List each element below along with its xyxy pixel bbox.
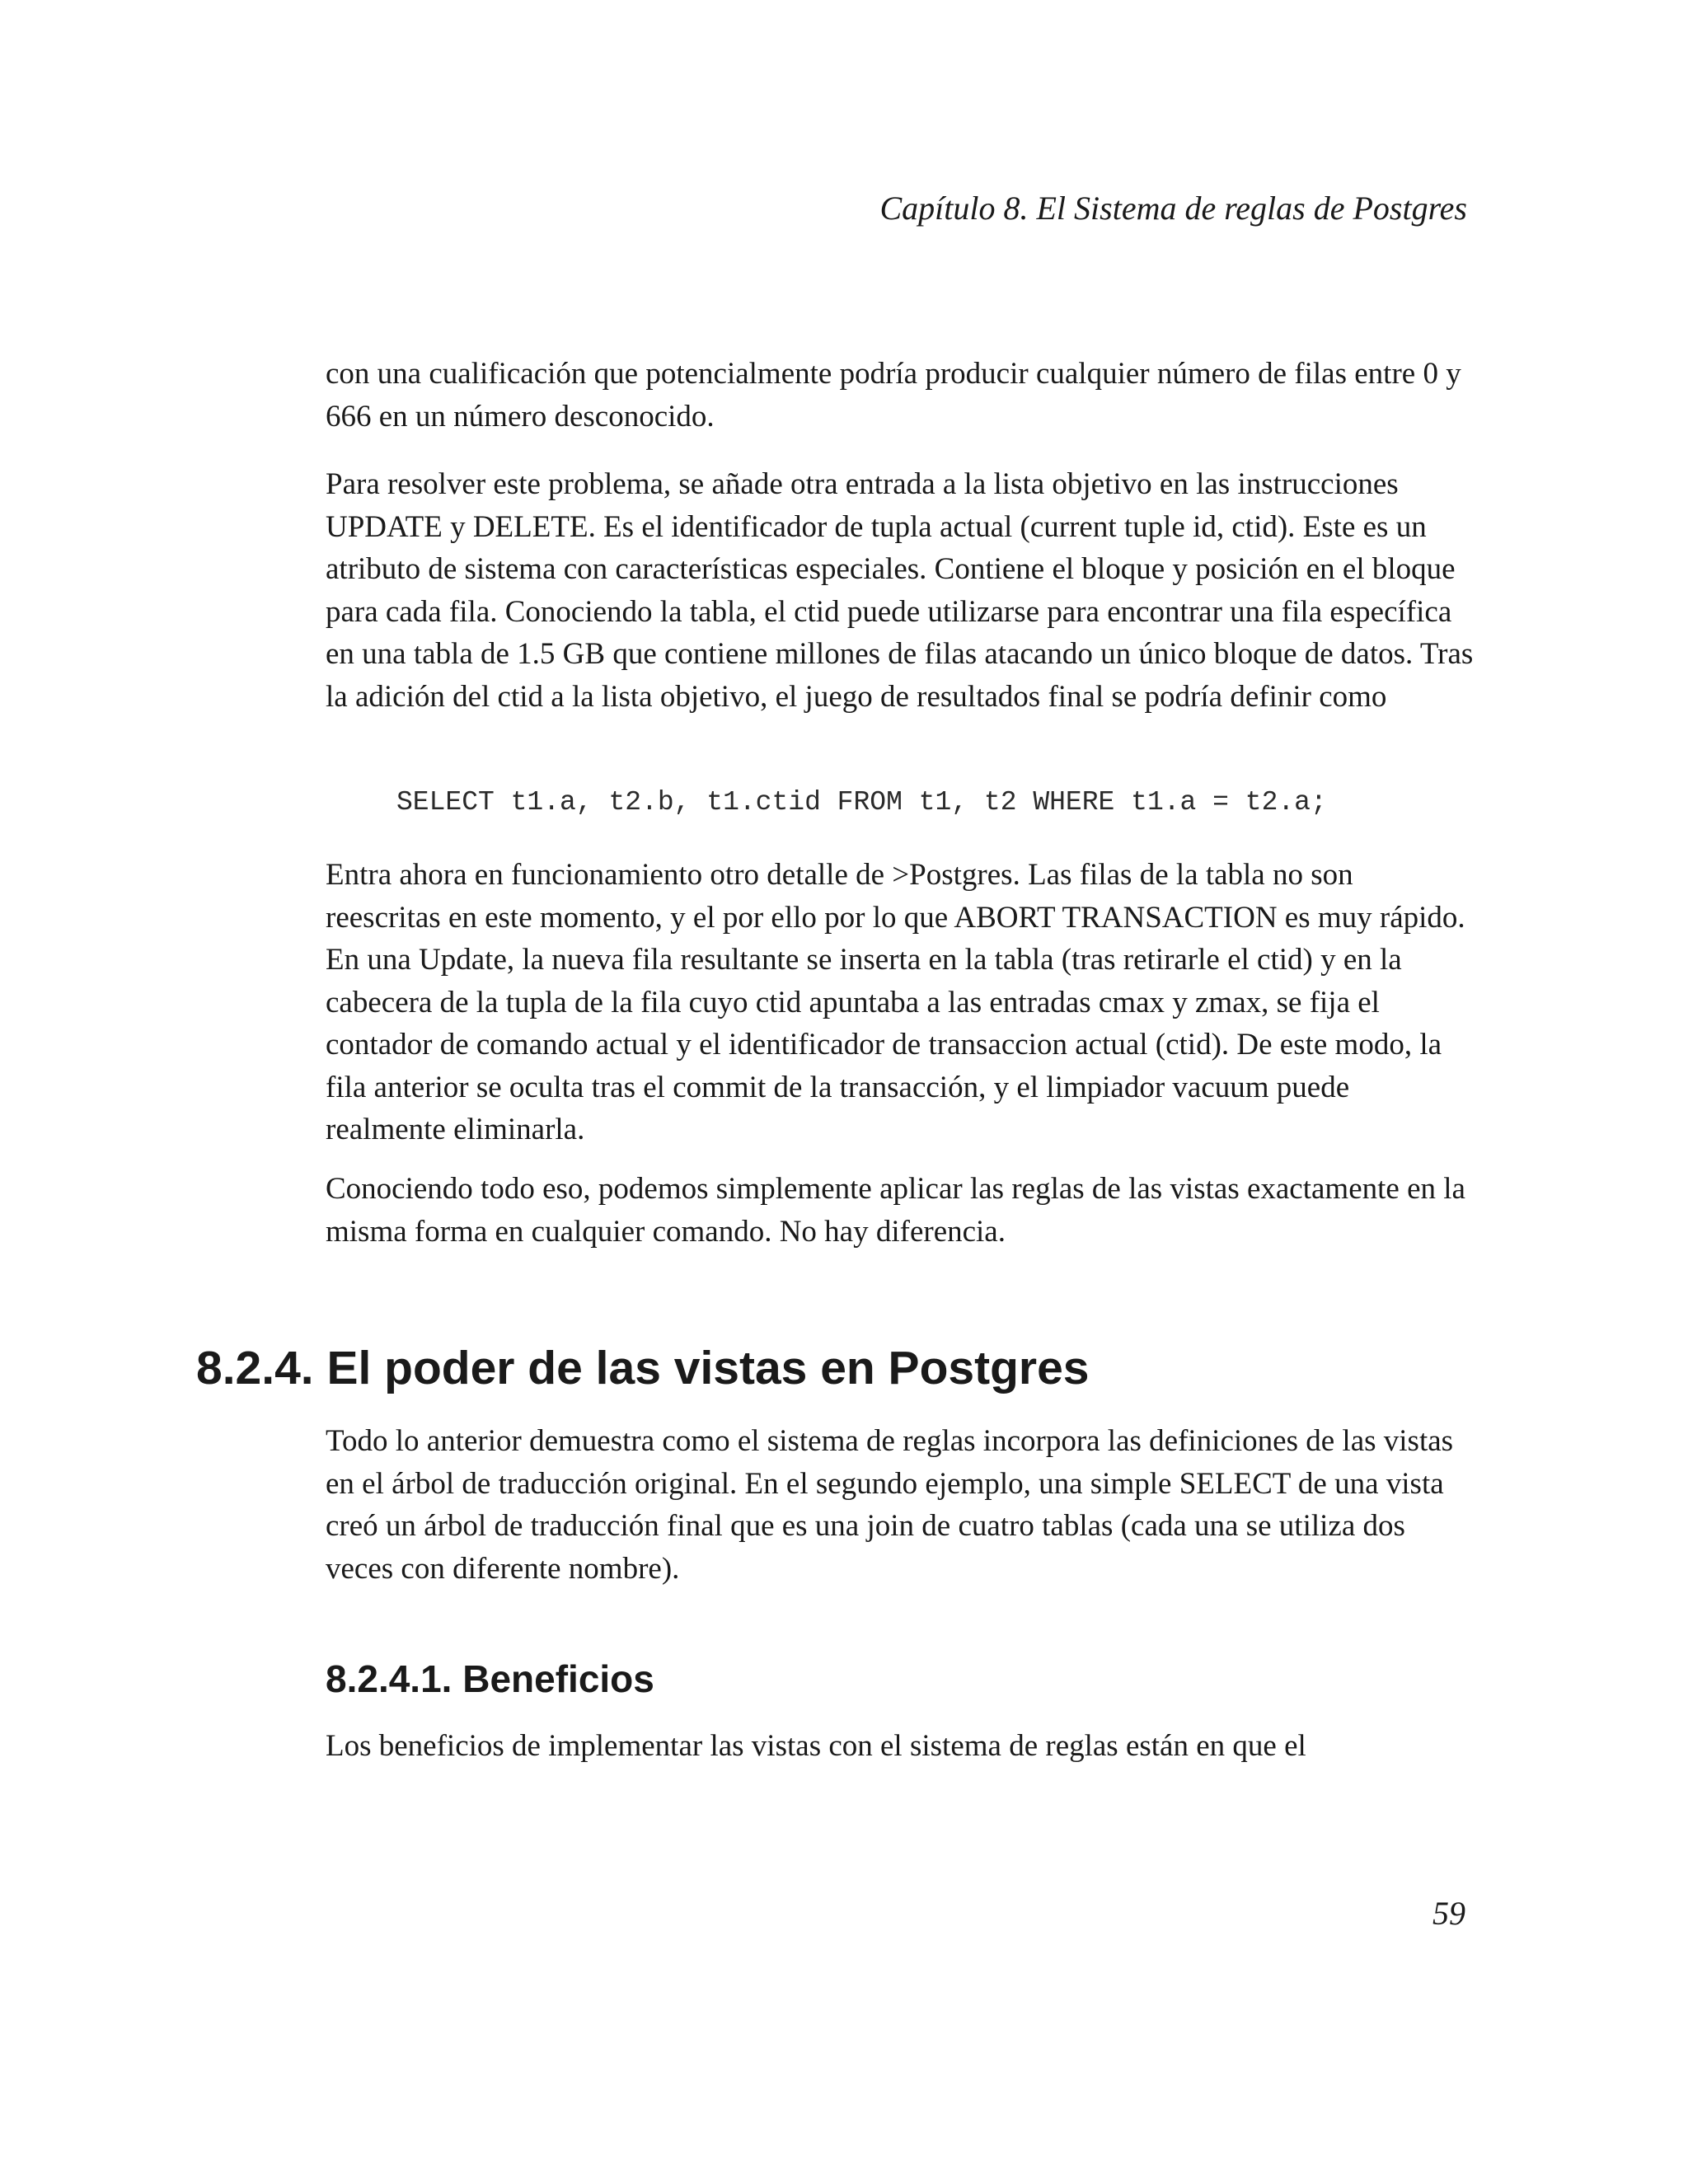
paragraph: Para resolver este problema, se añade otra entrada a la lista objetivo en las instrucciones UPDATE y DELETE. Es el identificador de tupla actual (current tuple id, ctid). Este es un atributo de sistema con características especiales. Contiene el bloque y posición en el bloque para cada fila. Conociendo la tabla, el ctid puede utilizarse para encontrar una fila específica en una tabla de 1.5 GB que contiene millones de filas atacando un único bloque de datos. Tras la adición del ctid a la lista objetivo, el juego de resultados final se podría definir como: [326, 467, 1474, 714]
paragraph: con una cualificación que potencialmente podría producir cualquier número de filas entre 0 y 666 en un número desconocido.: [326, 357, 1461, 434]
paragraph-update-detail: [326, 854, 1475, 1151]
code-listing: SELECT t1.a, t2.b, t1.ctid FROM t1, t2 WHERE t1.a = t2.a;: [396, 787, 1327, 818]
paragraph: Entra ahora en funcionamiento otro detalle de >Postgres. Las filas de la tabla no son reescritas en este momento, y el por ello por lo que ABORT TRANSACTION es muy rápido. En una Update, la nueva fila resultante se inserta en la tabla (tras retirarle el ctid) y en la cabecera de la tupla de la fila cuyo ctid apuntaba a las entradas cmax y zmax, se fija el contador de comando actual y el identificador de transaccion actual (ctid). De este modo, la fila anterior se oculta tras el commit de la transacción, y el limpiador vacuum puede realmente eliminarla.: [326, 858, 1465, 1146]
paragraph: Los beneficios de implementar las vistas con el sistema de reglas están en que el: [326, 1729, 1306, 1763]
paragraph-ctid-explanation: [326, 463, 1475, 718]
page-number: 59: [1432, 1895, 1465, 1932]
paragraph-section-intro: [326, 1420, 1475, 1590]
paragraph-conclusion: [326, 1168, 1475, 1253]
paragraph: Todo lo anterior demuestra como el sistema de reglas incorpora las definiciones de las vistas en el árbol de traducción original. En el segundo ejemplo, una simple SELECT de una vista creó un árbol de traducción final que es una join de cuatro tablas (cada una se utiliza dos veces con diferente nombre).: [326, 1424, 1454, 1586]
paragraph-continuation: [326, 353, 1475, 438]
section-heading: 8.2.4. El poder de las vistas en Postgres: [196, 1342, 1090, 1394]
paragraph-benefits: [326, 1725, 1475, 1768]
paragraph: Conociendo todo eso, podemos simplemente aplicar las reglas de las vistas exactamente en la misma forma en cualquier comando. No hay diferencia.: [326, 1172, 1465, 1249]
subsection-heading: 8.2.4.1. Beneficios: [326, 1657, 654, 1700]
running-header: Capítulo 8. El Sistema de reglas de Postgres: [879, 190, 1467, 227]
